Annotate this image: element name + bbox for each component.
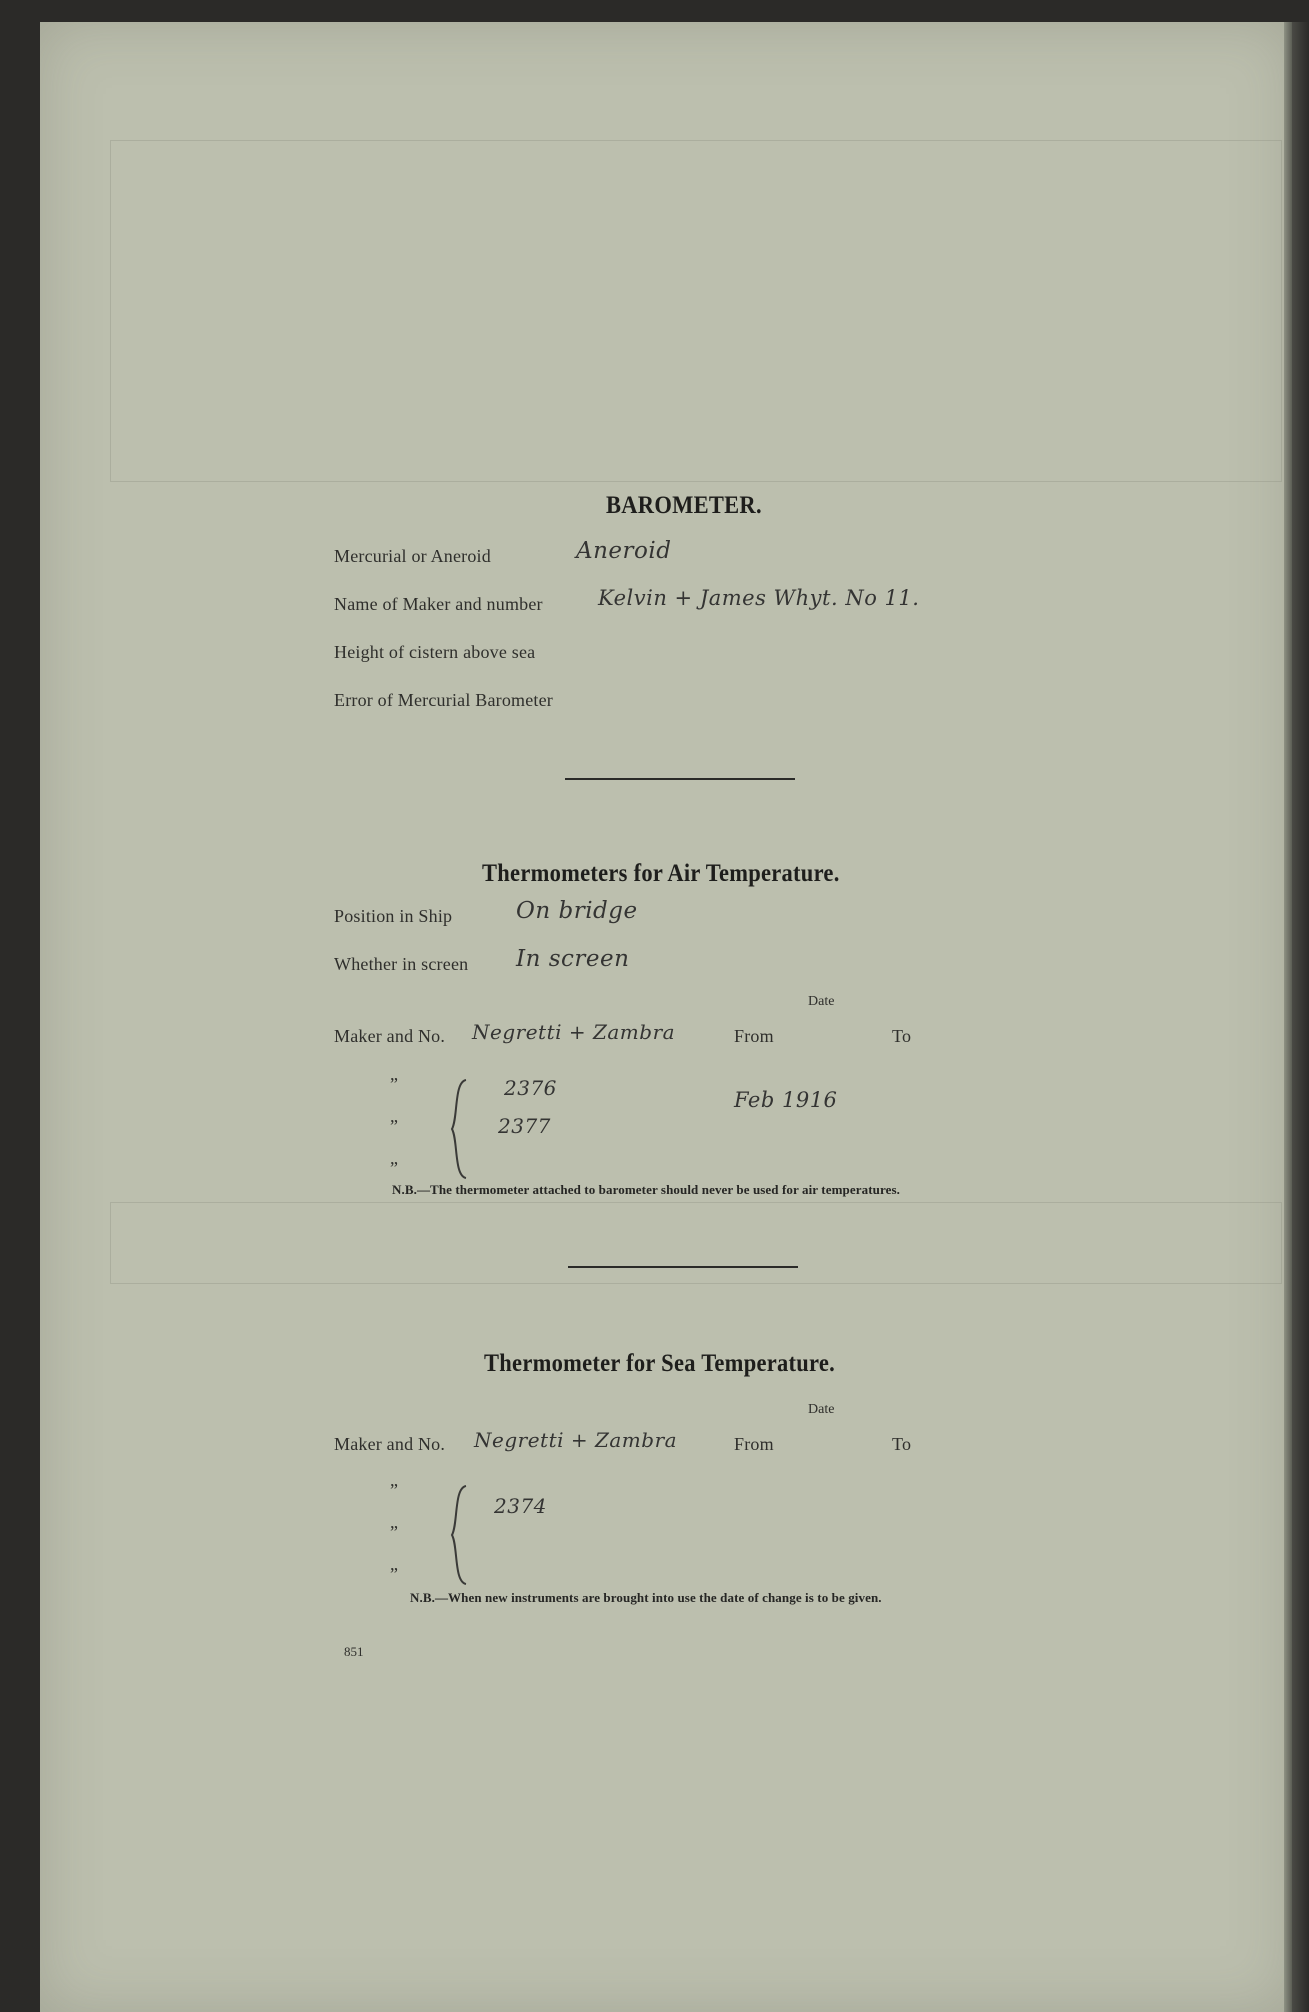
section-divider-2 (568, 1266, 798, 1268)
barometer-heading: BAROMETER. (606, 492, 762, 519)
sea-brace-icon (448, 1484, 470, 1586)
air-thermometers-heading: Thermometers for Air Temperature. (482, 860, 840, 887)
position-in-ship-label: Position in Ship (334, 906, 453, 926)
sea-to-label: To (892, 1434, 912, 1454)
sea-from-label: From (734, 1434, 774, 1454)
air-to-label: To (892, 1026, 912, 1046)
maker-name-label: Name of Maker and number (334, 594, 543, 614)
air-brace-icon (448, 1078, 470, 1180)
maker-name-value: Kelvin + James Whyt. No 11. (598, 586, 920, 610)
sea-ditto-mark: ” (390, 1564, 399, 1584)
air-note: N.B.—The thermometer attached to barometer should never be used for air temperatures. (392, 1182, 900, 1197)
cistern-height-label: Height of cistern above sea (334, 642, 536, 662)
air-date-label: Date (808, 994, 835, 1009)
binding-edge (1292, 22, 1309, 2012)
air-ditto-mark: ” (390, 1116, 399, 1136)
air-from-date-value: Feb 1916 (734, 1088, 838, 1112)
position-in-ship-value: On bridge (516, 898, 638, 924)
sea-date-label: Date (808, 1402, 835, 1417)
screen-label: Whether in screen (334, 954, 469, 974)
sea-maker-label: Maker and No. (334, 1434, 446, 1454)
screen-value: In screen (516, 946, 630, 972)
air-ditto-mark: ” (390, 1074, 399, 1094)
mercurial-error-label: Error of Mercurial Barometer (334, 690, 553, 710)
page-spine (1284, 22, 1292, 2012)
air-thermometer-number: 2376 (504, 1076, 557, 1100)
sea-maker-value: Negretti + Zambra (474, 1428, 678, 1452)
document-page (40, 22, 1292, 2012)
sea-ditto-mark: ” (390, 1522, 399, 1542)
air-from-label: From (734, 1026, 774, 1046)
mercurial-value: Aneroid (576, 538, 672, 564)
sea-thermometer-number: 2374 (494, 1494, 547, 1518)
air-thermometer-number: 2377 (498, 1114, 551, 1138)
air-maker-value: Negretti + Zambra (472, 1020, 676, 1044)
bleed-through-table (110, 140, 1282, 482)
form-number: 851 (344, 1644, 364, 1659)
sea-thermometer-heading: Thermometer for Sea Temperature. (484, 1350, 836, 1377)
bleed-through-table-lower (110, 1202, 1282, 1284)
sea-ditto-mark: ” (390, 1480, 399, 1500)
air-maker-label: Maker and No. (334, 1026, 446, 1046)
section-divider-1 (565, 778, 795, 780)
mercurial-label: Mercurial or Aneroid (334, 546, 491, 566)
sea-note: N.B.—When new instruments are brought into use the date of change is to be given. (410, 1590, 882, 1605)
air-ditto-mark: ” (390, 1158, 399, 1178)
